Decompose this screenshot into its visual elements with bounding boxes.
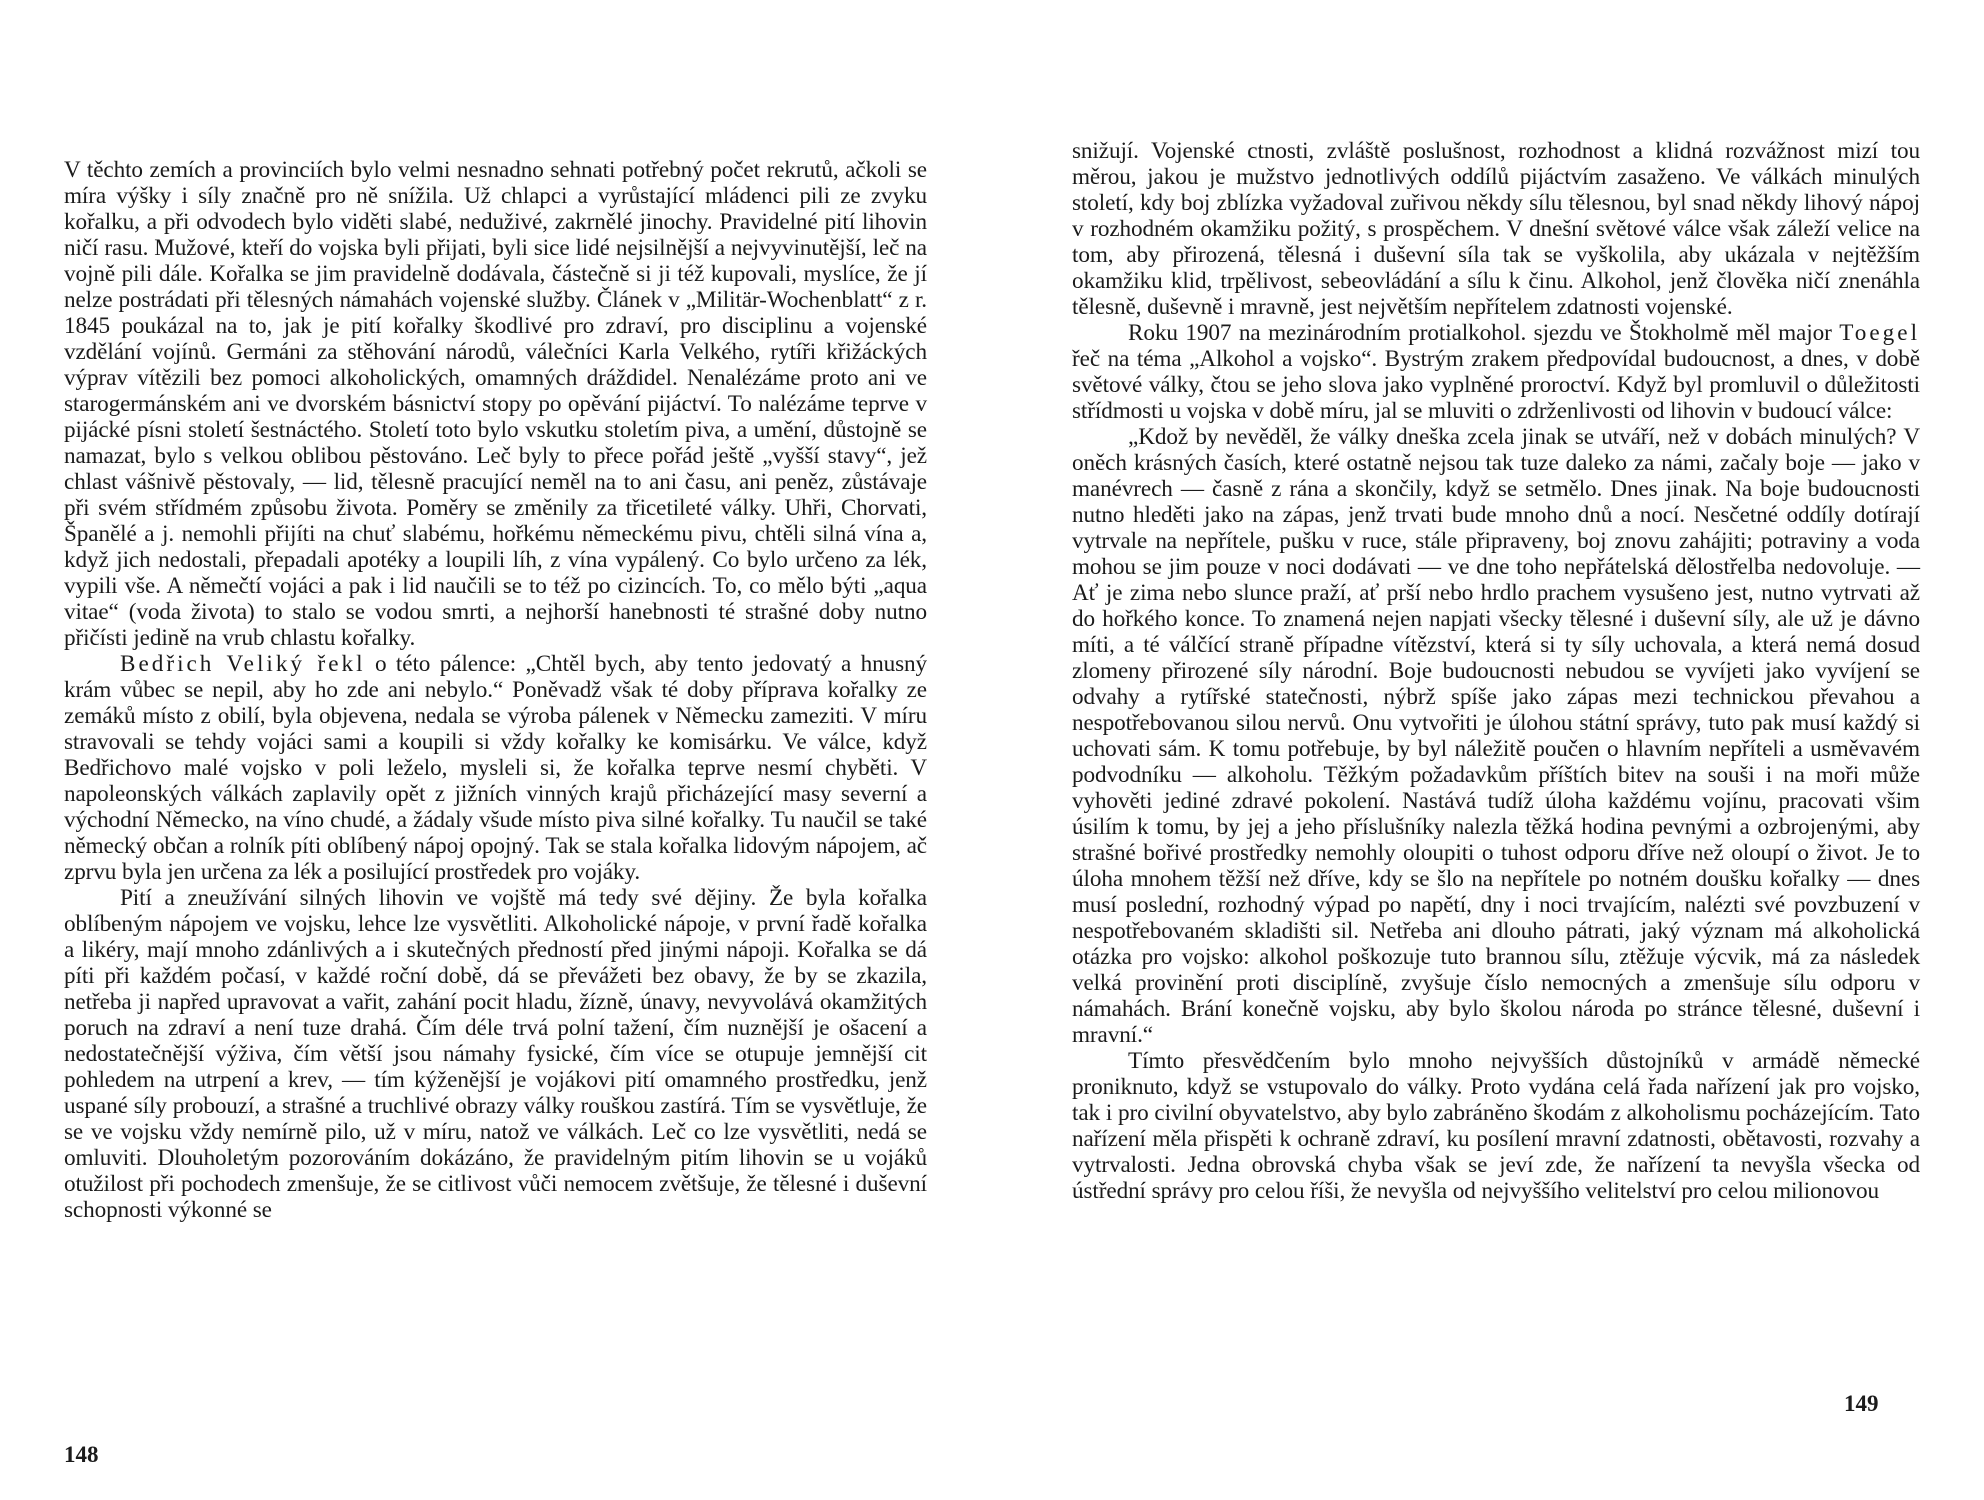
quote-paragraph: „Kdož by nevěděl, že války dneška zcela jinak se utváří, než v dobách minulých? V oněch krásných časích, které ostatně nejsou tak tuze daleko za námi, začaly boje — jako v manévrech — časně z rána a skončily, když se setmělo. Dnes jinak. Na boje budoucnosti nutno hleděti jako na zápas, jenž trvati bude mnoho dnů a nocí. Nesčetné oddíly dotírají vytrvale na nepřítele, pušku v ruce, stále připraveny, boj znovu zahájiti; potraviny a voda mohou se jim pouze v noci dodávati — ve dne toho nepřátelská dělostřelba nedovoluje. — Ať je zima nebo slunce praží, ať prší nebo hrdlo prachem vysušeno jest, nutno vytrvati až do hořkého konce. To znamená nejen napjati všecky tělesné i duševní síly, ale už je dávno míti, a té válčící straně případne vítězství, která si ty síly uchovala, a která nemá dosud zlomeny přirozené síly národní. Boje budoucnosti nebudou se vyvíjeti jako vyvíjení se odvahy a rytířské statečnosti, nýbrž spíše jako zápas mezi technickou převahou a nespotřebovanou silou nervů. Onu vytvořiti je úlohou státní správy, tuto pak musí každý si uchovati sám. K tomu potřebuje, by byl náležitě poučen o hlavním nepříteli a usměvavém podvodníku — alkoholu. Těžkým požadavkům příštích bitev na souši i na moři může vyhověti jediné zdravé pokolení. Nastává tudíž úloha každému vojínu, pracovati všim úsilím k tomu, by jej a jeho příslušníky nalezla těžká hodina pevnými a ozbrojenými, aby strašné bořivé prostředky nemohly oloupiti o tuhost odporu dříve než oloupí o život. Je to úloha mnohem těžší než dříve, kdy se šlo na nepřítele po notném doušku kořalky — dnes musí poslední, rozhodný výpad po napětí, dny i noci trvajícím, nalézti své povzbuzení v nespotřebovaném skladišti sil. Netřeba ani dlouho pátrati, jaký význam má alkoholická otázka pro vojsko: alkohol poškozuje tuto brannou sílu, ztěžuje výcvik, má za následek velká provinění proti disciplíně, zvyšuje číslo nemocných a zmenšuje sílu odporu v námahách. Brání konečně vojsku, aby bylo školou národa po stránce tělesné, duševní i mravní.“ bbox=[1072, 424, 1920, 1048]
paragraph: Tímto přesvědčením bylo mnoho nejvyšších důstojníků v armádě německé proniknuto, když se vstupovalo do války. Proto vydána celá řada nařízení jak pro vojsko, tak i pro civilní obyvatelstvo, aby bylo zabráněno škodám z alkoholismu pocházejícím. Tato nařízení měla přispěti k ochraně zdraví, ku posílení mravní zdatnosti, obětavosti, rozvahy a vytrvalosti. Jedna obrovská chyba však se jeví zde, že nařízení ta nevyšla všecka od ústřední správy pro celou říši, že nevyšla od nejvyššího velitelství pro celou milionovou bbox=[1072, 1048, 1920, 1204]
paragraph: snižují. Vojenské ctnosti, zvláště poslušnost, rozhodnost a klidná rozvážnost mizí tou měrou, jakou je mužstvo jednotlivých oddílů pijáctvím zasaženo. Ve válkách minulých století, kdy boj zblízka vyžadoval zuřivou někdy sílu tělesnou, byl snad někdy lihový nápoj v rozhodném okamžiku požitý, s prospěchem. V dnešní světové válce však záleží velice na tom, aby přirozená, tělesná i duševní síla tak se vyškolila, aby ukázala v nejtěžším okamžiku klid, trpělivost, sebeovládání a sílu k činu. Alkohol, jenž člověka ničí znenáhla tělesně, duševně i mravně, jest největším nepřítelem zdatnosti vojenské. bbox=[1072, 138, 1920, 320]
right-page bbox=[992, 0, 1984, 1500]
right-text-column bbox=[1072, 138, 1920, 1204]
page-number: 148 bbox=[64, 1442, 99, 1467]
paragraph: Bedřich Veliký řekl o této pálence: „Chtěl bych, aby tento jedovatý a hnusný krám vůbec se nepil, aby ho zde ani nebylo.“ Poněvadž však té doby příprava kořalky ze zemáků místo z obilí, byla objevena, nedala se výroba pálenek v Německu zameziti. V míru stravovali se tehdy vojáci sami a koupili si vždy kořalky ke komisárku. Ve válce, když Bedřichovo malé vojsko v poli leželo, mysleli si, že kořalka teprve nesmí chyběti. V napoleonských válkách zaplavily opět z jižních vinných krajů přicházející masy severní a východní Německo, na víno chudé, a žádaly všude místo piva silné kořalky. Tu naučil se také německý občan a rolník píti oblíbený nápoj opojný. Tak se stala kořalka lidovým nápojem, ač zprvu byla jen určena za lék a posilující prostředek pro vojáky. bbox=[64, 651, 927, 885]
spaced-name: Toegel bbox=[1839, 320, 1921, 346]
paragraph: Pití a zneužívání silných lihovin ve vojště má tedy své dějiny. Že byla kořalka oblíbeným nápojem ve vojsku, lehce lze vysvětliti. Alkoholické nápoje, v první řadě kořalka a likéry, mají mnoho zdánlivých a i skutečných předností před jinými nápoji. Kořalka se dá píti při každém počasí, v každé roční době, dá se převážeti bez obavy, že by se zkazila, netřeba ji napřed upravovat a vařit, zahání pocit hladu, žízně, únavy, nevyvolává okamžitých poruch na zdraví a není tuze drahá. Čím déle trvá polní tažení, čím nuznější je ošacení a nedostatečnější výživa, čím větší jsou námahy fysické, čím více se otupuje jemnější cit pohledem na utrpení a krev, — tím kýženější je vojákovi pití omamného prostředku, jenž uspané síly probouzí, a strašné a truchlivé obrazy války rouškou zastírá. Tím se vysvětluje, že se ve vojsku vždy nemírně pilo, už v míru, natož ve válkách. Leč co lze vysvětliti, nedá se omluviti. Dlouholetým pozorováním dokázáno, že pravidelným pitím lihovin se u vojáků otužilost při pochodech zmenšuje, že se citlivost vůči nemocem zvětšuje, že tělesné i duševní schopnosti výkonné se bbox=[64, 885, 927, 1223]
spaced-name: Bedřich Veliký řekl bbox=[120, 651, 366, 677]
left-text-column bbox=[64, 157, 927, 1223]
page-number: 149 bbox=[1844, 1391, 1879, 1416]
paragraph: Roku 1907 na mezinárodním protialkohol. sjezdu ve Štokholmě měl major Toegel řeč na téma „Alkohol a vojsko“. Bystrým zrakem předpovídal budoucnost, a dnes, v době světové války, čtou se jeho slova jako vyplněné proroctví. Když byl promluvil o důležitosti střídmosti u vojska v době míru, jal se mluviti o zdrženlivosti od lihovin v budoucí válce: bbox=[1072, 320, 1921, 424]
paragraph: V těchto zemích a provinciích bylo velmi nesnadno sehnati potřebný počet rekrutů, ačkoli se míra výšky i síly značně pro ně snížila. Už chlapci a vyrůstající mládenci pili ze zvyku kořalku, a při odvodech bylo viděti slabé, neduživé, zakrnělé jinochy. Pravidelné pití lihovin ničí rasu. Mužové, kteří do vojska byli přijati, byli sice lidé nejsilnější a nejvyvinutější, leč na vojně pili dále. Kořalka se jim pravidelně dodávala, částečně si ji též kupovali, myslíce, že jí nelze postrádati při tělesných námahách vojenské služby. Článek v „Militär-Wochenblatt“ z r. 1845 poukázal na to, jak je pití kořalky škodlivé pro zdraví, pro disciplinu a vojenské vzdělání vojínů. Germáni za stěhování národů, válečníci Karla Velkého, rytíři křižáckých výprav vítězili bez pomoci alkoholických, omamných dráždidel. Nenalézáme proto ani ve starogermánském ani ve dvorském básnictví stopy po opěvání pijáctví. To nalézáme teprve v pijácké písni století šestnáctého. Století toto bylo vskutku stoletím piva, a umění, důstojně se namazat, bylo s velkou oblibou pěstováno. Leč byly to přece pořád ještě „vyšší stavy“, jež chlast vášnivě pěstovaly, — lid, tělesně pracující neměl na to ani času, ani peněz, zůstávaje při svém střídmém způsobu života. Poměry se změnily za třicetileté války. Uhři, Chorvati, Španělé a j. nemohli přijíti na chuť slabému, hořkému německému pivu, chtěli silná vína a, když jich nedostali, přepadali apotéky a loupili líh, z vína vypálený. Co bylo určeno za lék, vypili vše. A němečtí vojáci a pak i lid naučili se to též po cizincích. To, co mělo býti „aqua vitae“ (voda života) to stalo se vodou smrti, a nejhorší hanebnosti té strašné doby nutno přičísti jedině na vrub chlastu kořalky. bbox=[64, 157, 927, 651]
